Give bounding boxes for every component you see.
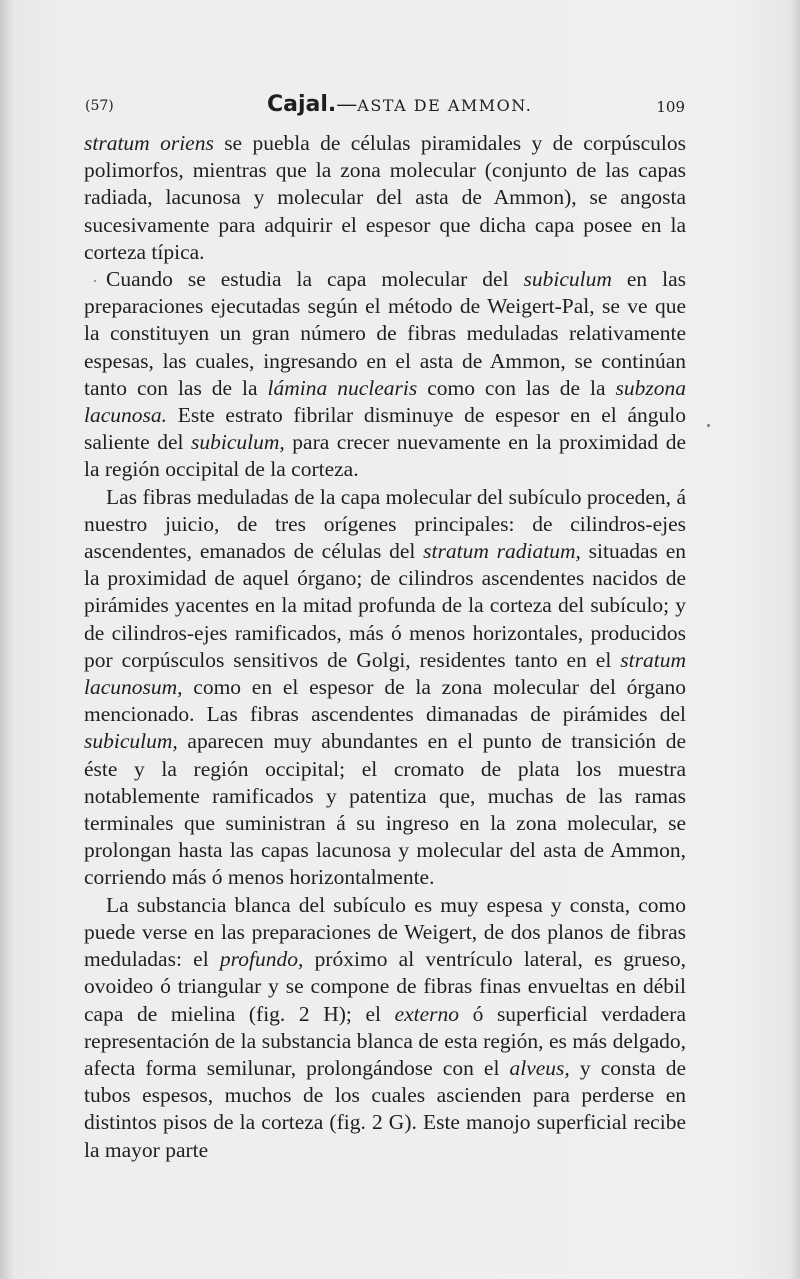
text-run: y consta de tubos espesos, muchos de los cuales ascienden para perderse en distintos pisos de la corteza (fig. 2 G). Este manojo superficial recibe la mayor parte (84, 1055, 686, 1162)
text-run: se puebla de células piramidales y de corpúsculos polimorfos, mientras que la zona molecular (conjunto de las capas radiada, lacunosa y molecular del asta de Ammon), se angosta sucesivamente para adquirir el espesor que dicha capa posee en la corteza típica. (84, 131, 686, 264)
text-run: Este estrato fibrilar disminuye de espesor en el ángulo saliente del (84, 403, 686, 455)
page-number: 109 (656, 98, 685, 116)
paragraph (84, 484, 686, 892)
text-run: aparecen muy abundantes en el punto de transición de éste y la región occipital; el cromato de plata los muestra notablemente ramificados y patentiza que, muchas de las ramas terminales que suministran á su ingreso en la zona molecular, se prolongan hasta las capas lacunosa y molecular del asta de Ammon, corriendo más ó menos horizontalmente. (84, 729, 686, 890)
print-speck (94, 280, 96, 282)
print-speck (707, 424, 710, 427)
chapter-title: ASTA DE AMMON. (357, 96, 533, 115)
text-run: próximo al ventrículo lateral, es grueso, ovoideo ó triangular y se compone de fibras finas envueltas en débil capa de mielina (fig. 2 H); el (84, 947, 686, 1026)
text-run: ó superficial verdadera representación de la substancia blanca de esta región, es más delgado, afecta forma semilunar, prolongándose con el (84, 1001, 686, 1080)
text-run: situadas en la proximidad de aquel órgano; de cilindros ascendentes nacidos de pirámides yacentes en la mitad profunda de la corteza del subículo; y de cilindros-ejes ramificados, más ó menos horizontales, producidos por corpúsculos sensitivos de Golgi, residentes tanto en el (84, 539, 686, 672)
paragraph (84, 130, 686, 266)
text-run: para crecer nuevamente en la proximidad de la región occipital de la corteza. (84, 430, 686, 482)
italic-term: alveus, (509, 1055, 570, 1080)
body-text (84, 130, 686, 1164)
italic-term: subiculum, (84, 729, 178, 754)
text-run: en las preparaciones ejecutadas según el método de Weigert-Pal, se ve que la constituyen un gran número de fibras meduladas relativamente espesas, las cuales, ingresando en el asta de Ammon, se continúan tanto con las de la (84, 267, 686, 400)
italic-term: stratum oriens (84, 131, 214, 155)
italic-term: subiculum, (190, 430, 285, 455)
italic-term: subiculum (523, 267, 612, 292)
author-name: Cajal. (267, 92, 337, 117)
page-header (85, 92, 685, 122)
italic-term: subzona lacunosa. (84, 375, 686, 428)
paragraph (84, 892, 686, 1164)
italic-term: stratum lacunosum, (84, 647, 686, 700)
italic-term: stratum radiatum, (423, 539, 581, 564)
text-run: como en el espesor de la zona molecular del órgano mencionado. Las fibras ascendentes dimanadas de pirámides del (84, 675, 686, 727)
paragraph (84, 266, 686, 484)
header-separator: — (336, 92, 358, 116)
italic-term: externo (394, 1001, 460, 1026)
text-run: Las fibras meduladas de la capa molecular del subículo proceden, á nuestro juicio, de tres orígenes principales: de cilindros-ejes ascendentes, emanados de células del (84, 484, 686, 564)
text-run: Cuando se estudia la capa molecular del (106, 267, 524, 292)
text-run: como con las de la (417, 375, 616, 400)
italic-term: profundo, (219, 947, 304, 972)
page-reference: (57) (85, 98, 114, 114)
running-head (267, 92, 532, 117)
text-run: La substancia blanca del subículo es muy espesa y consta, como puede verse en las preparaciones de Weigert, de dos planos de fibras meduladas: el (84, 892, 686, 972)
italic-term: lámina nuclearis (267, 375, 418, 400)
